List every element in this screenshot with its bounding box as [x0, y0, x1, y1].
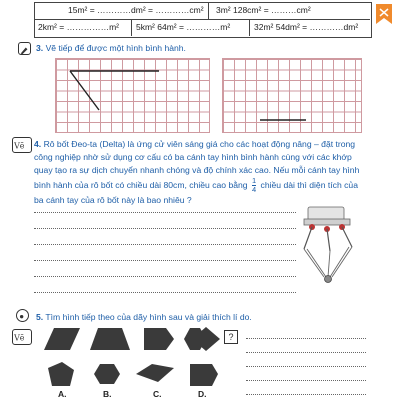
- answer-line[interactable]: [34, 292, 296, 293]
- writing-icon: [12, 137, 32, 153]
- writing-icon: [12, 329, 32, 345]
- question3-prompt: Vẽ tiếp để được một hình bình hành.: [45, 43, 186, 53]
- option-a-pentagon: [48, 362, 74, 386]
- svg-text:Vẽ: Vẽ: [14, 333, 25, 343]
- question4-line: quay tạo ra sự dịch chuyển nhanh chóng và độ chính xác cao. Nếu mỗi cánh tay hình: [34, 165, 360, 175]
- mystery-shape-box[interactable]: ?: [224, 330, 238, 344]
- answer-line[interactable]: [246, 352, 366, 353]
- table-divider: [131, 19, 132, 36]
- answer-line[interactable]: [34, 276, 296, 277]
- question5-number: 5.: [36, 312, 44, 322]
- shape-parallelogram: [44, 328, 80, 350]
- answer-line[interactable]: [246, 394, 366, 395]
- question4-line: chiều dài thì diện tích của: [260, 180, 358, 190]
- answer-line[interactable]: [34, 244, 296, 245]
- answer-line[interactable]: [246, 366, 366, 367]
- delta-robot-illustration: [298, 205, 360, 287]
- pencil-icon: [18, 42, 31, 55]
- fraction-numerator: 1: [251, 176, 257, 186]
- answer-options: [40, 358, 220, 390]
- option-b-hexagon: [94, 364, 120, 384]
- shape-pentagon: [144, 328, 174, 350]
- option-d-label[interactable]: D.: [198, 389, 207, 399]
- fraction-denominator: 4: [251, 185, 257, 195]
- option-a-label[interactable]: A.: [58, 389, 67, 399]
- answer-line[interactable]: [34, 260, 296, 261]
- question4-text: [34, 138, 364, 207]
- answer-line[interactable]: [34, 212, 296, 213]
- target-icon: [16, 309, 29, 322]
- conversion-cell: 32m² 54dm² = …………dm²: [254, 22, 359, 32]
- parallelogram-start-lines: [222, 58, 362, 133]
- option-c-rhombus: [136, 364, 174, 382]
- table-divider: [249, 19, 250, 36]
- question4-line: ba cánh tay của rô bốt này là bao nhiêu ?: [34, 195, 192, 206]
- question4-line: bình hành của rô bốt có chiều dài 80cm, chiều cao bằng: [34, 180, 248, 190]
- shape-hexagon: [184, 328, 206, 350]
- option-c-label[interactable]: C.: [153, 389, 162, 399]
- option-b-label[interactable]: B.: [103, 389, 112, 399]
- bookmark-tag-icon: [372, 2, 394, 26]
- answer-line[interactable]: [246, 380, 366, 381]
- svg-text:Vẽ: Vẽ: [14, 141, 25, 151]
- conversion-cell: 15m² = …………dm² = …………cm²: [68, 5, 204, 15]
- conversion-cell: 3m² 128cm² = ………cm²: [216, 5, 311, 15]
- conversion-cell: 2km² = ……………m²: [38, 22, 119, 32]
- option-d-pentagon: [190, 364, 218, 386]
- question5-prompt: Tìm hình tiếp theo của dãy hình sau và giải thích lí do.: [45, 312, 252, 322]
- question3-number: 3.: [36, 43, 44, 53]
- answer-line[interactable]: [246, 338, 366, 339]
- table-divider: [208, 2, 209, 19]
- conversion-cell: 5km² 64m² = …………m²: [136, 22, 231, 32]
- parallelogram-start-lines: [55, 58, 210, 133]
- answer-line[interactable]: [34, 228, 296, 229]
- question3-text: [36, 42, 186, 55]
- shape-sequence-end: [178, 322, 208, 356]
- shape-trapezoid: [90, 328, 130, 350]
- question4-number: 4.: [34, 139, 42, 149]
- fraction: [252, 177, 256, 194]
- question4-line: công nghiệp nhờ sử dụng cơ cấu có ba cánh tay hình bình hành cùng với các khớp: [34, 152, 352, 162]
- question4-line: Rô bốt Đeo-ta (Delta) là ứng cử viên sáng giá cho các hoạt động nâng – đặt trong: [43, 139, 356, 149]
